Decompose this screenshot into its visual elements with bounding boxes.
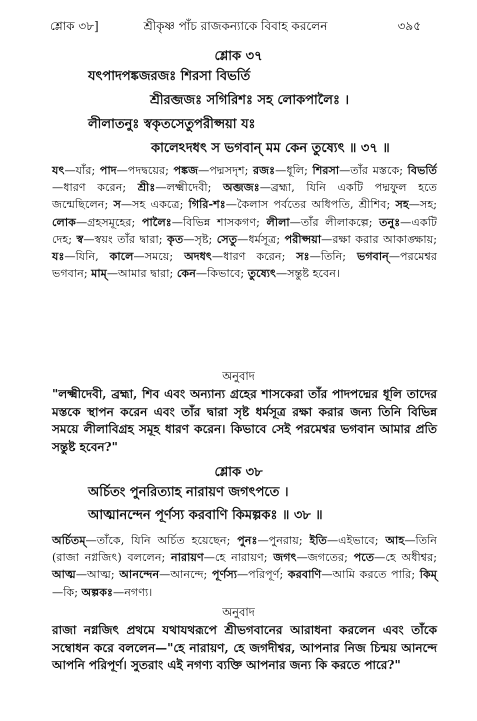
synonym-meaning: —একটি দেহ; [52,215,437,246]
synonym-term: যঃ [52,249,65,264]
synonym-term: সহ [395,197,409,212]
synonym-meaning: —সৃষ্ট; [183,232,217,246]
synonym-term: কালে [109,249,134,264]
synonym-term: পঙ্কজ [173,163,199,177]
synonym-term: তনুঃ [379,214,401,229]
synonym-meaning: —বিভিন্ন শাসকগণ; [171,215,267,229]
synonym-meaning: —তাঁর লীলাকল্পে; [289,215,380,229]
header-chapter-title: শ্রীকৃষ্ণ পাঁচ রাজকন্যাকে বিবাহ করলেন [143,19,328,33]
verse-38-heading: শ্লোক ৩৮ [214,465,263,480]
synonym-meaning: —হে অধীশ্বর; [374,551,437,565]
running-header [50,18,421,36]
synonym-term: গিরি-শঃ [188,197,226,212]
verse-38-translation: রাজা নগ্নজিৎ প্রথমে যথাযথরূপে শ্রীভগবানের আরাধনা করলেন এবং তাঁকে সম্বোধন করে বললেন—"হে নারায়ণ, হে জগদীশ্বর, আপনার নিজ চিন্ময় আনন্দে আপনি পরিপূর্ণ। সুতরাং এই নগণ্য ব্যক্তি আপনার জন্য কি করতে পারে?" [52,623,437,672]
synonym-meaning: —ধূলি; [275,164,313,177]
synonym-meaning: —তিনি; [309,250,357,264]
synonym-meaning: —জগতের; [296,551,354,565]
synonym-term: তুষ্যেৎ [247,266,277,281]
synonym-term: ভগবান্ [356,249,389,264]
synonym-meaning: —যিনি, [64,250,110,264]
verse-37-synonyms [52,162,437,282]
synonym-meaning: —পরমেশ্বর ভগবান; [52,250,437,281]
verse-37-line-3: লীলাতনুঃ স্বকৃতসেতুপরীপ্সয়া যঃ [88,117,256,132]
synonym-meaning: —কি; [52,585,82,599]
synonym-meaning: —আনন্দে; [159,568,212,582]
synonym-term: নারায়ণ [171,550,204,565]
synonym-term: অর্চিতম্ [52,533,86,547]
synonym-meaning: —স্বয়ং তাঁর দ্বারা; [83,232,168,246]
synonym-meaning: —হে নারায়ণ; [203,551,274,565]
synonym-term: পতে [353,550,375,565]
synonym-term: কৃত [167,231,184,246]
synonym-meaning: —নগণ্য। [113,585,153,599]
synonym-meaning: —পুনরায়; [257,534,310,547]
synonym-term: আনন্দেন [119,567,160,582]
synonym-term: আহ [385,533,405,547]
synonym-term: অল্পকঃ [81,584,114,599]
synonym-meaning: —ধারণ করেন; [211,250,297,264]
synonym-term: লীলা [266,214,290,229]
synonym-term: কেন [176,266,196,281]
synonym-meaning: —কৈলাস পর্বতের অধিপতি, শ্রীশিব; [225,198,396,212]
synonym-meaning: —যাঁর; [64,164,100,177]
synonym-meaning: —আত্ম; [75,568,120,582]
synonym-term: জগৎ [273,550,297,565]
synonym-term: শ্রীঃ [137,180,156,195]
synonym-meaning: —পরিপূর্ণ; [236,568,288,582]
verse-37-translation: "লক্ষ্মীদেবী, ব্রহ্মা, শিব এবং অন্যান্য গ্রহের শাসকেরা তাঁর পাদপদ্মের ধূলি তাদের মস্তকে স্থাপন করেন এবং তাঁর দ্বারা সৃষ্ট ধর্মসূত্র রক্ষা করার জন্য তিনি বিভিন্ন সময়ে লীলাবিগ্রহ সমূহ ধারণ করেন। কিভাবে সেই পরমেশ্বর ভগবান আমার প্রতি সন্তুষ্ট হবেন?" [52,387,437,454]
verse-37-line-1: যৎপাদপঙ্কজরজঃ শিরসা বিভর্তি [88,69,251,84]
synonym-meaning: —রক্ষা করার আকাঙ্ক্ষায়; [321,232,438,246]
synonym-term: করবাণি [287,567,322,582]
synonym-meaning: —ধারণ করেন; [52,181,138,195]
verse-37-line-2: শ্রীরব্জজঃ সগিরিশঃ সহ লোকপালৈঃ । [150,93,350,108]
synonym-term: আত্ম [52,567,76,582]
synonym-meaning: —তিনি (রাজা নগ্নজিৎ) বললেন; [52,534,437,565]
synonym-term: স [113,197,121,212]
synonym-meaning: —সন্তুষ্ট হবেন। [276,267,340,281]
verse-38-synonyms [52,532,437,601]
synonym-term: পাদ [99,163,117,177]
synonym-meaning: —ব্রহ্মা, যিনি একটি পদ্মফুল হতে জন্মেছিলেন; [52,181,438,212]
synonym-meaning: —আমি করতে পারি; [321,568,420,582]
synonym-meaning: —পদ্মসদৃশ; [198,164,253,177]
synonym-term: অদধৎ [184,249,212,264]
synonym-term: পালৈঃ [141,214,172,229]
synonym-meaning: —সহ একত্রে; [120,198,189,212]
synonym-meaning: —সহ; [408,198,437,212]
verse-38-line-1: অর্চিতং পুনরিত্যাহ নারায়ণ জগৎপতে । [88,485,289,500]
verse-37-translation-label: অনুবাদ [222,369,255,383]
synonym-meaning: —ধর্মসূত্র; [237,232,285,246]
synonym-meaning: —এইভাবে; [326,534,386,547]
synonym-meaning: —লক্ষ্মীদেবী; [155,181,223,195]
synonym-term: পুনঃ [237,533,258,547]
synonym-meaning: —কিভাবে; [195,267,248,281]
verse-37-heading: শ্লোক ৩৭ [214,49,263,64]
synonym-term: শিরসা [312,163,340,177]
synonym-term: সেতু [216,231,238,246]
synonym-term: পরীপ্সয়া [284,231,322,246]
synonym-meaning: —গ্রহসমূহের; [75,215,142,229]
synonym-term: বিভর্তি [407,163,438,177]
verse-38-translation-label: অনুবাদ [222,605,255,619]
synonym-term: সঃ [296,249,310,264]
synonym-meaning: —পদদ্বয়ের; [116,164,174,177]
synonym-term: কিম্ [419,567,438,582]
synonym-term: স্ব [76,231,84,246]
synonym-meaning: —তাঁকে, যিনি অর্চিত হয়েছেন; [85,534,238,547]
synonym-term: ইতি [309,533,327,547]
verse-37-line-4: কালেঽদধৎ স ভগবান্ মম কেন তুষ্যেৎ ॥ ৩৭ ॥ [151,141,390,156]
synonym-term: রজঃ [252,163,276,177]
synonym-term: পূর্ণস্য [211,567,237,582]
synonym-term: মাম্ [91,266,107,281]
page-number: ৩৯৫ [397,19,421,33]
synonym-meaning: —সময়ে; [133,250,185,264]
verse-38-line-2: আত্মানন্দেন পূর্ণস্য করবাণি কিমল্পকঃ ॥ ৩৮ ॥ [88,508,323,523]
synonym-term: অব্জজঃ [223,180,260,195]
synonym-meaning: —তাঁর মস্তকে; [339,164,408,177]
synonym-meaning: —আমার দ্বারা; [106,267,177,281]
header-verse-ref: শ্লোক ৩৮] [50,19,99,33]
synonym-term: যৎ [52,163,65,177]
synonym-term: লোক [52,214,76,229]
